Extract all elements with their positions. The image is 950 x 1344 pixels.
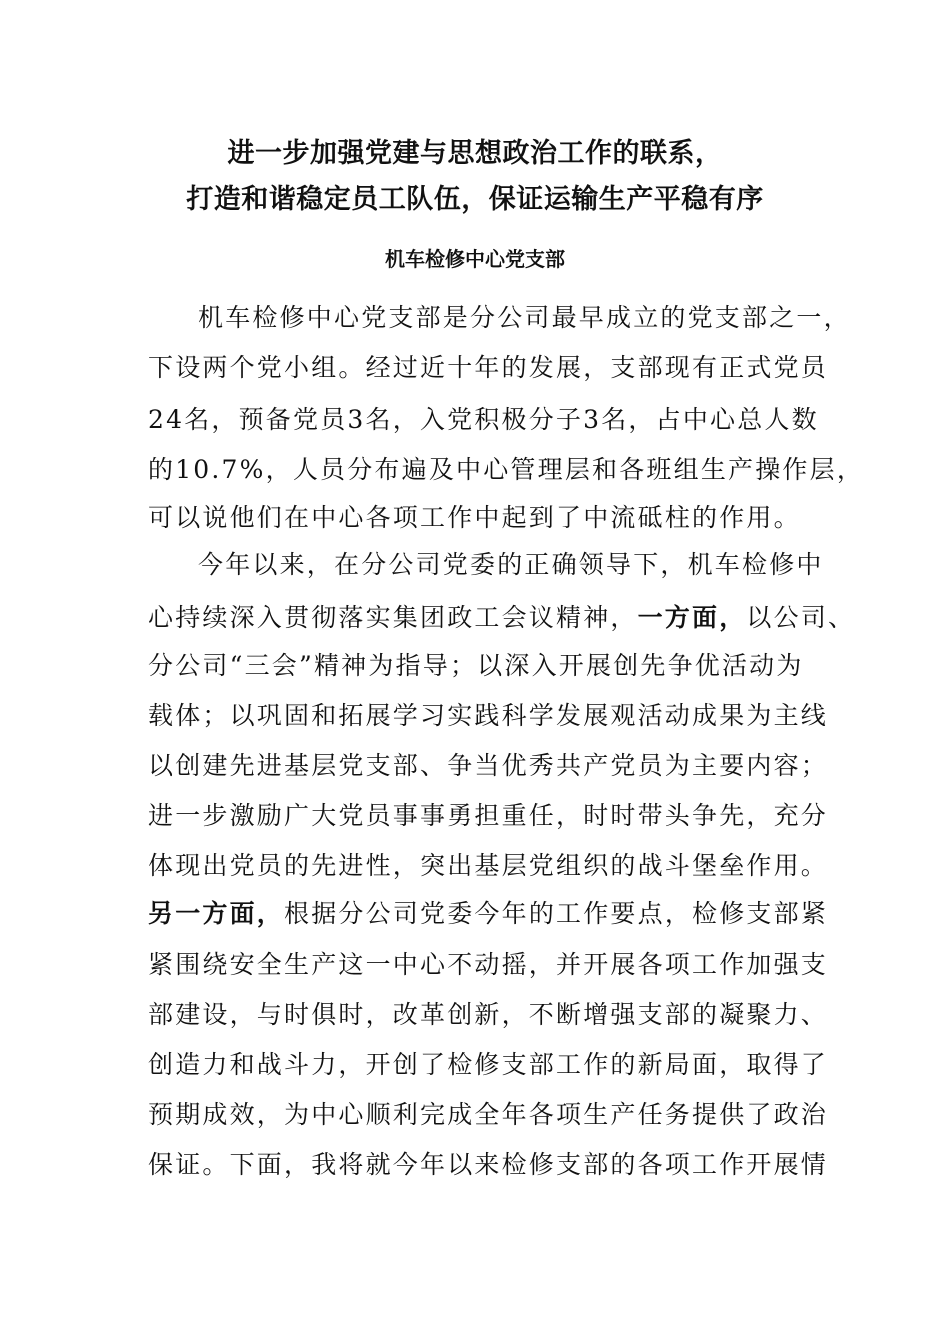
body-line: 进一步激励广大党员事事勇担重任，时时带头争先，充分 (148, 801, 829, 830)
body-line: 下设两个党小组。经过近十年的发展，支部现有正式党员 (148, 353, 829, 382)
body-line: 机车检修中心党支部是分公司最早成立的党支部之一， (198, 303, 851, 332)
body-line: 的10.7%，人员分布遍及中心管理层和各班组生产操作层， (148, 455, 865, 484)
body-line: 另一方面，根据分公司党委今年的工作要点，检修支部紧 (148, 899, 829, 928)
body-line: 预期成效，为中心顺利完成全年各项生产任务提供了政治 (148, 1100, 829, 1129)
body-line: 可以说他们在中心各项工作中起到了中流砥柱的作用。 (148, 503, 801, 532)
body-line: 紧围绕安全生产这一中心不动摇，并开展各项工作加强支 (148, 950, 829, 979)
body-line: 体现出党员的先进性，突出基层党组织的战斗堡垒作用。 (148, 851, 829, 880)
body-line: 载体；以巩固和拓展学习实践科学发展观活动成果为主线 (148, 701, 829, 730)
title-line-1: 进一步加强党建与思想政治工作的联系， (227, 138, 723, 169)
bold-phrase: 另一方面， (148, 899, 285, 928)
body-line: 保证。下面，我将就今年以来检修支部的各项工作开展情 (148, 1150, 829, 1179)
title-line-2: 打造和谐稳定员工队伍，保证运输生产平稳有序 (186, 184, 764, 215)
body-line: 创造力和战斗力，开创了检修支部工作的新局面，取得了 (148, 1050, 829, 1079)
body-line: 部建设，与时俱时，改革创新，不断增强支部的凝聚力、 (148, 1000, 829, 1029)
body-line: 今年以来，在分公司党委的正确领导下，机车检修中 (198, 550, 824, 579)
body-line: 24名，预备党员3名，入党积极分子3名，占中心总人数 (148, 405, 819, 434)
body-line: 以创建先进基层党支部、争当优秀共产党员为主要内容； (148, 751, 829, 780)
bold-phrase: 一方面， (637, 603, 747, 632)
body-line: 心持续深入贯彻落实集团政工会议精神，一方面，以公司、 (148, 603, 856, 632)
author-subtitle: 机车检修中心党支部 (385, 247, 565, 271)
body-line: 分公司“三会”精神为指导；以深入开展创先争优活动为 (148, 651, 804, 680)
